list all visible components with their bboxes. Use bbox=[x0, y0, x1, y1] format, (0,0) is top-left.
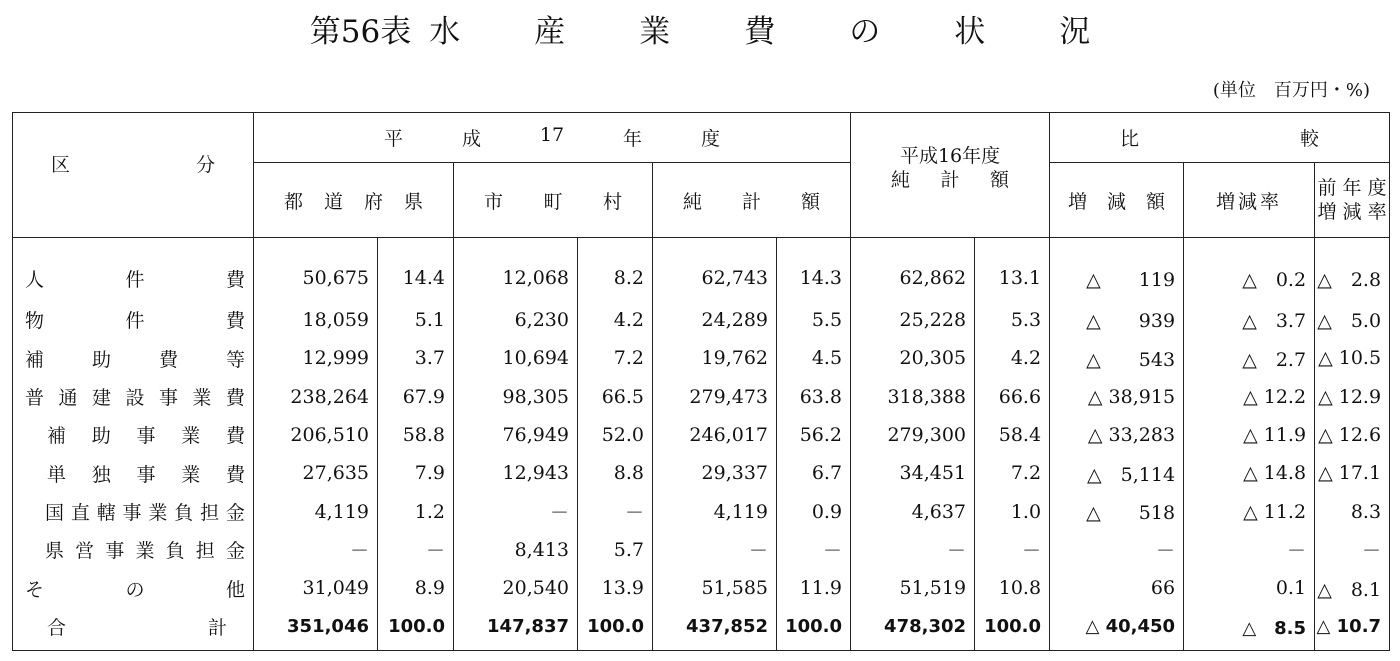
row-label-char: 担 bbox=[200, 502, 220, 525]
title-char: 産 bbox=[534, 14, 566, 50]
header-zennendo-line1: 前 年 度 bbox=[1317, 177, 1387, 199]
table-cell: △ 12.9 bbox=[1315, 377, 1390, 415]
header-char: 年 bbox=[623, 128, 643, 150]
table-cell: △ 17.1 bbox=[1315, 454, 1390, 492]
table-cell: 7.9 bbox=[378, 454, 454, 492]
header-char: 町 bbox=[543, 190, 563, 213]
row-label-char: 負 bbox=[174, 502, 194, 525]
row-label-char: 県 bbox=[45, 540, 65, 563]
header-h16 bbox=[851, 113, 1050, 238]
row-label-char: 件 bbox=[125, 310, 145, 333]
header-char: 県 bbox=[403, 190, 423, 213]
table-cell: 8.9 bbox=[378, 569, 454, 607]
table-cell: △ 12.6 bbox=[1315, 416, 1390, 454]
table-cell: 6.7 bbox=[777, 454, 851, 492]
table-cell: 206,510 bbox=[254, 416, 378, 454]
title-char: の bbox=[849, 14, 881, 50]
row-label-char: 金 bbox=[225, 540, 245, 563]
table-cell: 5.3 bbox=[975, 301, 1050, 339]
table-cell: － bbox=[1315, 531, 1390, 569]
header-h16-line1: 平成16年度 bbox=[899, 145, 1001, 167]
row-label bbox=[13, 339, 254, 377]
table-cell: 3.7 bbox=[378, 339, 454, 377]
table-cell: 66.5 bbox=[578, 377, 653, 415]
row-label-char: 助 bbox=[91, 348, 111, 371]
table-cell: 4.2 bbox=[975, 339, 1050, 377]
row-label-char: 建 bbox=[91, 387, 111, 409]
table-cell: 14.4 bbox=[378, 238, 454, 301]
table-cell: 351,046 bbox=[254, 607, 378, 650]
row-label-char: 通 bbox=[58, 387, 78, 409]
table-cell: － bbox=[254, 531, 378, 569]
row-label-char: 国 bbox=[45, 502, 65, 525]
table-cell: 8.2 bbox=[578, 238, 653, 301]
table-cell: － bbox=[975, 531, 1050, 569]
row-label-char: 設 bbox=[125, 387, 145, 409]
table-cell: 19,762 bbox=[653, 339, 777, 377]
row-label bbox=[13, 377, 254, 415]
table-cell: 100.0 bbox=[777, 607, 851, 650]
table-cell: 29,337 bbox=[653, 454, 777, 492]
row-label-char: の bbox=[125, 578, 145, 601]
table-cell: △ 3.7 bbox=[1184, 301, 1315, 339]
table-cell: － bbox=[777, 531, 851, 569]
table-cell: △ 2.8 bbox=[1315, 238, 1390, 301]
table-cell: 5.7 bbox=[578, 531, 653, 569]
table-cell: △ 8.1 bbox=[1315, 569, 1390, 607]
table-cell: △ 12.2 bbox=[1184, 377, 1315, 415]
table-cell: 66 bbox=[1050, 569, 1184, 607]
table-cell: 5.1 bbox=[378, 301, 454, 339]
table-cell: 4.2 bbox=[578, 301, 653, 339]
header-char: 増 bbox=[1068, 190, 1088, 213]
header-char: 比 bbox=[1120, 128, 1140, 150]
row-label-char: 轄 bbox=[96, 502, 116, 525]
table-row bbox=[13, 416, 1390, 454]
title-char: 水 bbox=[429, 14, 461, 50]
table-cell: △ 5.0 bbox=[1315, 301, 1390, 339]
header-zennendo bbox=[1315, 163, 1390, 238]
table-cell: 318,388 bbox=[851, 377, 975, 415]
table-cell: 56.2 bbox=[777, 416, 851, 454]
table-cell: 100.0 bbox=[578, 607, 653, 650]
row-label-char: 費 bbox=[225, 387, 245, 409]
row-label-char: 業 bbox=[181, 425, 201, 448]
row-label bbox=[13, 301, 254, 339]
table-row bbox=[13, 569, 1390, 607]
table-cell: 34,451 bbox=[851, 454, 975, 492]
table-cell: 0.9 bbox=[777, 492, 851, 530]
table-cell: 437,852 bbox=[653, 607, 777, 650]
table-cell: △ 40,450 bbox=[1050, 607, 1184, 650]
table-cell: － bbox=[1050, 531, 1184, 569]
header-zennendo-line2: 増 減 率 bbox=[1317, 201, 1387, 223]
table-cell: 0.1 bbox=[1184, 569, 1315, 607]
row-label-char: 直 bbox=[70, 502, 90, 525]
table-cell: － bbox=[578, 492, 653, 530]
header-shichoson bbox=[454, 163, 653, 238]
table-cell: 18,059 bbox=[254, 301, 378, 339]
row-label-char: 人 bbox=[25, 268, 45, 291]
table-cell: 279,300 bbox=[851, 416, 975, 454]
table-cell: △ 11.2 bbox=[1184, 492, 1315, 530]
table-cell: 5.5 bbox=[777, 301, 851, 339]
page-title bbox=[0, 6, 1400, 51]
table-cell: 1.2 bbox=[378, 492, 454, 530]
row-label-char: 計 bbox=[207, 617, 227, 640]
row-label bbox=[13, 607, 254, 650]
table-row bbox=[13, 301, 1390, 339]
table-cell: 478,302 bbox=[851, 607, 975, 650]
row-label bbox=[13, 454, 254, 492]
table-cell: 8.3 bbox=[1315, 492, 1390, 530]
table-cell: 58.4 bbox=[975, 416, 1050, 454]
row-label-char: 業 bbox=[135, 540, 155, 563]
row-label bbox=[13, 492, 254, 530]
table-cell: 100.0 bbox=[378, 607, 454, 650]
table-cell: 51,519 bbox=[851, 569, 975, 607]
title-char: 費 bbox=[744, 14, 776, 50]
row-label-char: 費 bbox=[158, 348, 178, 371]
table-cell: 147,837 bbox=[454, 607, 578, 650]
table-row bbox=[13, 492, 1390, 530]
header-char: 減 bbox=[1107, 190, 1127, 213]
header-todofuken bbox=[254, 163, 454, 238]
header-char: 計 bbox=[940, 169, 960, 191]
row-label-char: 普 bbox=[25, 387, 45, 409]
header-zogengaku bbox=[1050, 163, 1184, 238]
header-char: 額 bbox=[1146, 190, 1166, 213]
row-label bbox=[13, 569, 254, 607]
title-char: 況 bbox=[1059, 14, 1091, 50]
row-label-char: 事 bbox=[136, 425, 156, 448]
row-label-char: 補 bbox=[47, 425, 67, 448]
table-cell: 98,305 bbox=[454, 377, 578, 415]
row-label-char: 独 bbox=[91, 463, 111, 486]
table-cell: △ 11.9 bbox=[1184, 416, 1315, 454]
row-label bbox=[13, 531, 254, 569]
row-label-char: 負 bbox=[165, 540, 185, 563]
table-cell: 4,119 bbox=[653, 492, 777, 530]
header-char: 度 bbox=[700, 128, 720, 150]
table-cell: 63.8 bbox=[777, 377, 851, 415]
table-cell: 7.2 bbox=[578, 339, 653, 377]
header-char: 市 bbox=[484, 190, 504, 213]
table-cell: 11.9 bbox=[777, 569, 851, 607]
row-label-char: 担 bbox=[195, 540, 215, 563]
table-cell: 67.9 bbox=[378, 377, 454, 415]
header-char: 道 bbox=[323, 190, 343, 213]
row-label-char: 費 bbox=[225, 425, 245, 448]
table-cell: △ 38,915 bbox=[1050, 377, 1184, 415]
table-row bbox=[13, 339, 1390, 377]
table-cell: 6,230 bbox=[454, 301, 578, 339]
table-cell: 246,017 bbox=[653, 416, 777, 454]
table-cell: 20,540 bbox=[454, 569, 578, 607]
header-char: 分 bbox=[195, 153, 215, 176]
table-row bbox=[13, 377, 1390, 415]
table-cell: 27,635 bbox=[254, 454, 378, 492]
header-zogenritsu: 増減率 bbox=[1184, 163, 1315, 238]
table-cell: 8.8 bbox=[578, 454, 653, 492]
table-cell: 13.1 bbox=[975, 238, 1050, 301]
table-cell: △ 33,283 bbox=[1050, 416, 1184, 454]
row-label-char: 業 bbox=[148, 502, 168, 525]
row-label-char: 事 bbox=[105, 540, 125, 563]
header-h17 bbox=[254, 113, 851, 163]
header-char: 計 bbox=[742, 190, 762, 213]
fisheries-expense-table bbox=[12, 112, 1390, 651]
table-cell: △ 10.7 bbox=[1315, 607, 1390, 650]
table-cell: 7.2 bbox=[975, 454, 1050, 492]
table-cell: － bbox=[454, 492, 578, 530]
table-cell: △ 8.5 bbox=[1184, 607, 1315, 650]
title-char: 状 bbox=[954, 14, 986, 50]
table-cell: △ 0.2 bbox=[1184, 238, 1315, 301]
table-cell: 66.6 bbox=[975, 377, 1050, 415]
row-label-char: 費 bbox=[225, 310, 245, 333]
row-label-char: そ bbox=[25, 578, 45, 601]
row-label-char: 金 bbox=[225, 502, 245, 525]
header-char: 成 bbox=[461, 128, 481, 150]
row-label-char: 営 bbox=[75, 540, 95, 563]
table-cell: 24,289 bbox=[653, 301, 777, 339]
header-kubun bbox=[13, 113, 254, 238]
table-cell: 4,119 bbox=[254, 492, 378, 530]
header-char: 平 bbox=[384, 128, 404, 150]
title-char: 業 bbox=[639, 14, 671, 50]
unit-note: (単位 百万円・%) bbox=[1212, 80, 1370, 101]
table-cell: 100.0 bbox=[975, 607, 1050, 650]
table-cell: 1.0 bbox=[975, 492, 1050, 530]
row-label-char: 費 bbox=[225, 463, 245, 486]
header-junkei bbox=[653, 163, 851, 238]
table-row bbox=[13, 607, 1390, 650]
table-cell: △ 939 bbox=[1050, 301, 1184, 339]
table-cell: － bbox=[378, 531, 454, 569]
table-cell: 279,473 bbox=[653, 377, 777, 415]
table-cell: － bbox=[1184, 531, 1315, 569]
table-cell: 62,862 bbox=[851, 238, 975, 301]
table-cell: 4.5 bbox=[777, 339, 851, 377]
table-cell: 10,694 bbox=[454, 339, 578, 377]
row-label-char: 事 bbox=[122, 502, 142, 525]
row-label bbox=[13, 238, 254, 301]
table-cell: 13.9 bbox=[578, 569, 653, 607]
header-char: 17 bbox=[539, 124, 565, 146]
table-cell: 12,943 bbox=[454, 454, 578, 492]
header-hikaku bbox=[1050, 113, 1390, 163]
table-cell: △ 119 bbox=[1050, 238, 1184, 301]
table-cell: 50,675 bbox=[254, 238, 378, 301]
row-label-char: 物 bbox=[25, 310, 45, 333]
table-cell: 52.0 bbox=[578, 416, 653, 454]
row-label-char: 補 bbox=[25, 348, 45, 371]
row-label-char: 業 bbox=[181, 463, 201, 486]
table-cell: △ 2.7 bbox=[1184, 339, 1315, 377]
row-label-char: 単 bbox=[47, 463, 67, 486]
table-cell: 238,264 bbox=[254, 377, 378, 415]
row-label-char: 業 bbox=[192, 387, 212, 409]
table-cell: 20,305 bbox=[851, 339, 975, 377]
row-label-char: 事 bbox=[158, 387, 178, 409]
table-cell: 10.8 bbox=[975, 569, 1050, 607]
table-cell: 76,949 bbox=[454, 416, 578, 454]
table-cell: 12,068 bbox=[454, 238, 578, 301]
header-char: 村 bbox=[602, 190, 622, 213]
table-cell: － bbox=[851, 531, 975, 569]
row-label-char: 等 bbox=[225, 348, 245, 371]
table-cell: 14.3 bbox=[777, 238, 851, 301]
table-number: 第56表 bbox=[309, 14, 412, 50]
table-cell: 4,637 bbox=[851, 492, 975, 530]
table-cell: △ 14.8 bbox=[1184, 454, 1315, 492]
table-cell: △ 518 bbox=[1050, 492, 1184, 530]
row-label-char: 費 bbox=[225, 268, 245, 291]
table-cell: 25,228 bbox=[851, 301, 975, 339]
header-char: 純 bbox=[683, 190, 703, 213]
table-row bbox=[13, 531, 1390, 569]
table-cell: － bbox=[653, 531, 777, 569]
table-cell: △ 5,114 bbox=[1050, 454, 1184, 492]
row-label-char: 助 bbox=[91, 425, 111, 448]
table-cell: 58.8 bbox=[378, 416, 454, 454]
table-cell: 51,585 bbox=[653, 569, 777, 607]
table-cell: △ 543 bbox=[1050, 339, 1184, 377]
row-label-char: 件 bbox=[125, 268, 145, 291]
table-row bbox=[13, 454, 1390, 492]
header-char: 額 bbox=[801, 190, 821, 213]
header-char: 区 bbox=[51, 153, 71, 176]
header-char: 額 bbox=[990, 169, 1010, 191]
table-cell: 31,049 bbox=[254, 569, 378, 607]
row-label bbox=[13, 416, 254, 454]
table-cell: 12,999 bbox=[254, 339, 378, 377]
header-char: 較 bbox=[1300, 128, 1320, 150]
row-label-char: 事 bbox=[136, 463, 156, 486]
header-char: 純 bbox=[891, 169, 911, 191]
row-label-char: 他 bbox=[225, 578, 245, 601]
table-cell: △ 10.5 bbox=[1315, 339, 1390, 377]
row-label-char: 合 bbox=[47, 617, 67, 640]
table-cell: 62,743 bbox=[653, 238, 777, 301]
table-row bbox=[13, 238, 1390, 301]
header-char: 府 bbox=[363, 190, 383, 213]
table-cell: 8,413 bbox=[454, 531, 578, 569]
header-char: 都 bbox=[284, 190, 304, 213]
